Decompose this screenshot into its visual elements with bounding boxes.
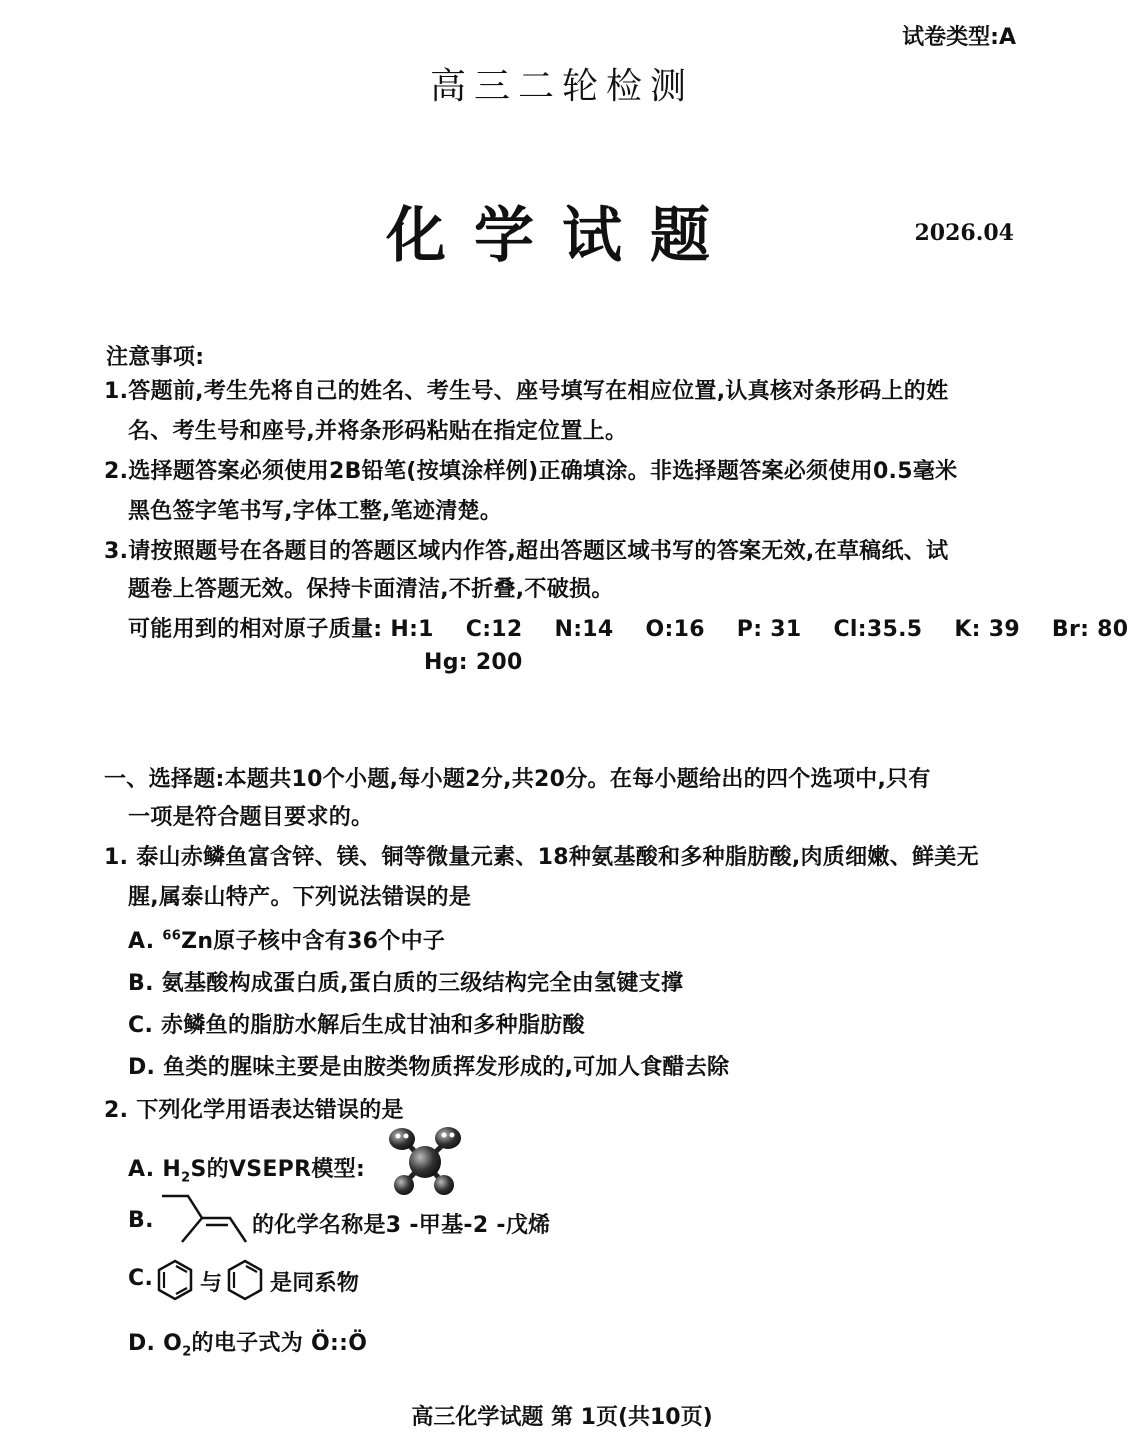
atomic-mass-cl: Cl:35.5 [833,617,923,642]
section-1-heading-line-2: 一项是符合题目要求的。 [128,805,374,830]
exam-subtitle: 高三二轮检测 [429,66,694,107]
section-1-heading-line-1: 一、选择题:本题共10个小题,每小题2分,共20分。在每小题给出的四个选项中,只有 [104,767,931,792]
notice-item-2-line-2: 黑色签字笔书写,字体工整,笔迹清楚。 [128,499,503,524]
electron-formula: Ö::Ö [311,1331,368,1356]
atomic-mass-line [128,612,1128,643]
atomic-mass-n: N:14 [554,617,614,642]
atomic-mass-k: K: 39 [954,617,1020,642]
benzene-ring-icon [156,1258,194,1302]
q2-option-a: A. $H_2S$的VSEPR模型: [128,1157,366,1186]
mass-number: 66 [162,928,182,944]
notice-item-1-line-2: 名、考生号和座号,并将条形码粘贴在指定位置上。 [128,419,628,444]
q2-option-d: D. $O_2$的电子式为 Ö::Ö [128,1331,368,1360]
atomic-mass-h: H:1 [390,617,434,642]
q1-stem-line-1: 1. 泰山赤鳞鱼富含锌、镁、铜等微量元素、18种氨基酸和多种脂肪酸,肉质细嫩、鲜美无 [104,845,979,870]
q2-option-c-prefix: C. [128,1266,154,1291]
atomic-mass-hg: Hg: 200 [424,650,523,675]
atomic-mass-br: Br: 80 [1051,617,1128,642]
atomic-mass-label: 可能用到的相对原子质量: [128,617,383,642]
q2-option-b-text: 的化学名称是3 -甲基-2 -戊烯 [252,1213,551,1238]
paper-type: 试卷类型:A [902,25,1016,50]
atomic-mass-p: P: 31 [736,617,802,642]
notice-item-3-line-2: 题卷上答题无效。保持卡面清洁,不折叠,不破损。 [128,577,614,602]
notice-item-1-line-1: 1.答题前,考生先将自己的姓名、考生号、座号填写在相应位置,认真核对条形码上的姓 [104,379,949,404]
q1-option-b: B. 氨基酸构成蛋白质,蛋白质的三级结构完全由氢键支撑 [128,971,684,996]
cyclohexadiene-ring-icon [226,1258,264,1302]
q2-option-c-text: 是同系物 [270,1271,360,1296]
q1-option-d: D. 鱼类的腥味主要是由胺类物质挥发形成的,可加人食醋去除 [128,1055,730,1080]
q2-option-c-mid: 与 [200,1271,223,1296]
exam-title: 化学试题 [386,201,738,271]
vsepr-model-icon [382,1124,468,1198]
q2-stem: 2. 下列化学用语表达错误的是 [104,1098,404,1123]
exam-date: 2026.04 [914,220,1014,246]
q1-option-c: C. 赤鳞鱼的脂肪水解后生成甘油和多种脂肪酸 [128,1013,585,1038]
page-footer: 高三化学试题 第 1页(共10页) [411,1405,713,1430]
alkene-skeletal-structure-icon [156,1192,252,1250]
notice-item-2-line-1: 2.选择题答案必须使用2B铅笔(按填涂样例)正确填涂。非选择题答案必须使用0.5毫米 [104,459,958,484]
atomic-mass-o: O:16 [645,617,705,642]
atomic-mass-c: C:12 [465,617,523,642]
notice-heading: 注意事项: [106,345,205,370]
notice-item-3-line-1: 3.请按照题号在各题目的答题区域内作答,超出答题区域书写的答案无效,在草稿纸、试 [104,539,949,564]
q1-stem-line-2: 腥,属泰山特产。下列说法错误的是 [128,885,472,910]
q1-option-a: A. $^{66}$Zn原子核中含有36个中子 [128,928,446,954]
q2-option-b-prefix: B. [128,1208,154,1233]
